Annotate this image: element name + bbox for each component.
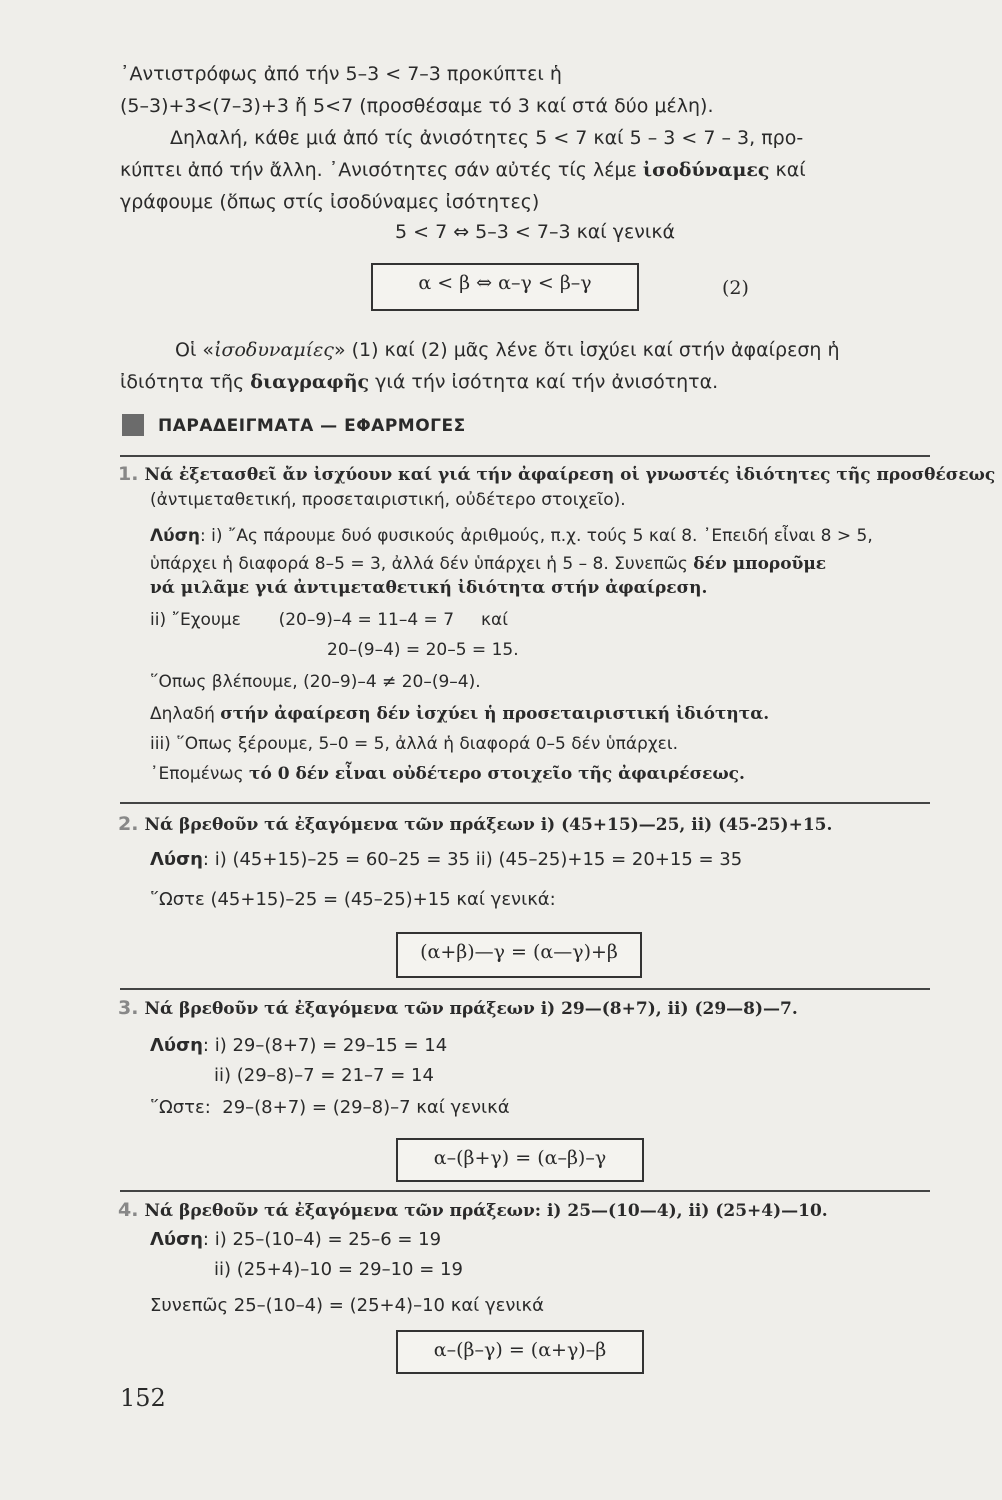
solution-text: Δηλαδή: [150, 704, 221, 724]
example-2-solution-1: [150, 848, 742, 872]
divider: [120, 455, 930, 457]
solution-text: ᾿Επομένως: [150, 764, 249, 784]
example-3-solution-2: ii) (29–8)–7 = 21–7 = 14: [214, 1065, 434, 1086]
intro-line-4: [120, 158, 806, 182]
solution-label: Λύση: [150, 1229, 203, 1250]
section-heading: ΠΑΡΑΔΕΙΓΜΑΤΑ — ΕΦΑΡΜΟΓΕΣ: [158, 416, 466, 436]
example-3-question-text: Νά βρεθοῦν τά ἐξαγόμενα τῶν πράξεων i) 29—(8+7), ii) (29—8)—7.: [144, 999, 798, 1019]
intro-line-8: [120, 370, 718, 394]
intro-line-6: 5 < 7 ⇔ 5–3 < 7–3 καί γενικά: [395, 221, 676, 243]
example-2-question: [118, 812, 832, 837]
example-1-solution-1: [150, 524, 873, 548]
intro-line-5: γράφουμε (ὅπως στίς ἰσοδύναμες ἰσότητες): [120, 191, 540, 213]
boxed-rule-ex3: α–(β+γ) = (α–β)–γ: [396, 1138, 644, 1182]
divider: [120, 1190, 930, 1192]
boxed-rule-2: α < β ⇔ α–γ < β–γ: [371, 263, 639, 311]
intro-line-8-end: γιά τήν ἰσότητα καί τήν ἀνισότητα.: [369, 371, 719, 393]
example-3-solution-3: ῞Ωστε: 29–(8+7) = (29–8)–7 καί γενικά: [150, 1097, 510, 1118]
solution-text: : i) ῎Ας πάρουμε δυό φυσικούς ἀριθμούς, π.χ. τούς 5 καί 8. ᾿Επειδή εἶναι 8 > 5,: [199, 526, 873, 546]
example-1-question-line-2: (ἀντιμεταθετική, προσεταιριστική, οὐδέτερο στοιχεῖο).: [150, 490, 626, 510]
example-1-solution-6: ῞Οπως βλέπουμε, (20–9)–4 ≠ 20–(9–4).: [150, 672, 481, 692]
example-1-solution-5: 20–(9–4) = 20–5 = 15.: [327, 640, 519, 660]
example-1-question: [118, 462, 995, 487]
solution-bold-text: δέν μποροῦμε: [693, 554, 827, 574]
rule-number: (2): [722, 277, 749, 299]
example-2-number: 2.: [118, 813, 139, 835]
intro-line-7: [175, 338, 840, 362]
term-equivalences: ἰσοδυναμίες: [214, 339, 334, 361]
quote-open: Οἱ «: [175, 339, 215, 361]
intro-line-7-text: » (1) καί (2) μᾶς λένε ὅτι ἰσχύει καί στήν ἀφαίρεση ἡ: [333, 339, 840, 361]
example-3-number: 3.: [118, 997, 139, 1019]
boxed-rule-ex4: α–(β–γ) = (α+γ)–β: [396, 1330, 644, 1374]
example-4-solution-1: [150, 1228, 441, 1252]
example-3-question: [118, 996, 798, 1021]
example-1-solution-7: [150, 702, 769, 726]
example-4-question: [118, 1198, 828, 1223]
solution-label: Λύση: [150, 849, 203, 870]
example-1-solution-4: ii) ῎Εχουμε (20–9)–4 = 11–4 = 7 καί: [150, 610, 509, 630]
solution-bold-text: τό 0 δέν εἶναι οὐδέτερο στοιχεῖο τῆς ἀφαιρέσεως.: [249, 764, 745, 784]
intro-line-2: (5–3)+3<(7–3)+3 ἤ 5<7 (προσθέσαμε τό 3 καί στά δύο μέλη).: [120, 95, 714, 117]
example-1-solution-3: νά μιλᾶμε γιά ἀντιμεταθετική ἰδιότητα στήν ἀφαίρεση.: [150, 578, 708, 598]
page-number: 152: [120, 1384, 166, 1412]
example-1-solution-9: [150, 762, 745, 786]
term-equivalent: ἰσοδύναμες: [642, 159, 770, 181]
term-cancellation: διαγραφῆς: [250, 371, 370, 393]
example-2-question-text: Νά βρεθοῦν τά ἐξαγόμενα τῶν πράξεων i) (45+15)—25, ii) (45-25)+15.: [144, 815, 833, 835]
intro-line-4-end: καί: [769, 159, 806, 181]
solution-bold-text: στήν ἀφαίρεση δέν ἰσχύει ἡ προσεταιριστική ἰδιότητα.: [220, 704, 770, 724]
example-4-question-text: Νά βρεθοῦν τά ἐξαγόμενα τῶν πράξεων: i) 25—(10—4), ii) (25+4)—10.: [144, 1201, 828, 1221]
example-4-solution-3: Συνεπῶς 25–(10–4) = (25+4)–10 καί γενικά: [150, 1295, 544, 1316]
example-1-solution-2: [150, 552, 826, 576]
section-square-icon: [122, 414, 144, 436]
example-1-number: 1.: [118, 463, 139, 485]
example-3-solution-1: [150, 1034, 447, 1058]
example-4-number: 4.: [118, 1199, 139, 1221]
solution-text: : i) 29–(8+7) = 29–15 = 14: [202, 1035, 448, 1056]
solution-label: Λύση: [150, 1035, 203, 1056]
intro-line-1: ᾿Αντιστρόφως ἀπό τήν 5–3 < 7–3 προκύπτει ἡ: [120, 63, 562, 85]
intro-line-8-text: ἰδιότητα τῆς: [120, 371, 251, 393]
example-1-solution-8: iii) ῞Οπως ξέρουμε, 5–0 = 5, ἀλλά ἡ διαφορά 0–5 δέν ὑπάρχει.: [150, 734, 679, 754]
divider: [120, 802, 930, 804]
solution-text: : i) 25–(10–4) = 25–6 = 19: [202, 1229, 442, 1250]
intro-line-4-text: κύπτει ἀπό τήν ἄλλη. ᾿Ανισότητες σάν αὐτές τίς λέμε: [120, 159, 643, 181]
example-2-solution-2: ῞Ωστε (45+15)–25 = (45–25)+15 καί γενικά:: [150, 889, 556, 910]
intro-line-3: Δηλαλή, κάθε μιά ἀπό τίς ἀνισότητες 5 < 7 καί 5 – 3 < 7 – 3, προ-: [170, 127, 804, 149]
boxed-rule-ex2: (α+β)—γ = (α—γ)+β: [396, 932, 642, 978]
divider: [120, 988, 930, 990]
example-4-solution-2: ii) (25+4)–10 = 29–10 = 19: [214, 1259, 463, 1280]
solution-text: ὑπάρχει ἡ διαφορά 8–5 = 3, ἀλλά δέν ὑπάρχει ἡ 5 – 8. Συνεπῶς: [150, 554, 694, 574]
solution-text: : i) (45+15)–25 = 60–25 = 35 ii) (45–25)+15 = 20+15 = 35: [202, 849, 743, 870]
example-1-question-text: Νά ἐξετασθεῖ ἄν ἰσχύουν καί γιά τήν ἀφαίρεση οἱ γνωστές ἰδιότητες τῆς προσθέσεως: [144, 465, 996, 485]
solution-label: Λύση: [150, 526, 200, 546]
